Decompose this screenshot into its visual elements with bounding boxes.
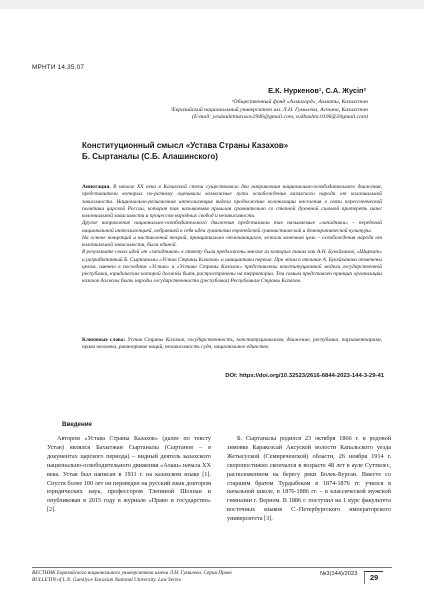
mrnti-code: МРНТИ 14.35.07	[32, 64, 85, 71]
footer-journal	[32, 570, 292, 584]
top-band	[0, 0, 424, 9]
authors: Е.К. Нуркенов¹, С.А. Жусіп²	[268, 86, 366, 95]
abstract-p1-text: В начале XX века в Казахской степи существовало два направления национально-освободительного движения, представители которых по-разному оценивали возможные пути освобождения казахского народа от колониальной зависимости. Национально-религиозная интеллигенция видела продолжение колонизации населения в связи переселенческой политики царской России, которая так называемая пришлая сравнительно со степной духовной сильной притереть шанс колониальной зависимости и процессом народных свобод и независимости.	[82, 184, 382, 219]
keywords	[82, 337, 382, 352]
keywords-label: Ключевые слова:	[82, 337, 126, 343]
keywords-text: Устав Страны Казахов, государственность, конституционализм, движение, республика, парламентаризм, права человека, равноправие наций, независимость суда, национальное единство.	[82, 337, 382, 351]
abstract-p3: На основе концепций и наставлений теорий, принципиально отличающихся, лежали конечная цель – освобождения народа от колониальной зависимости, была единой.	[82, 234, 382, 248]
abstract-p1	[82, 184, 382, 220]
affiliation-1: ¹Общественный фонд «Алмагорд», Алматы, Казахстан	[231, 99, 368, 105]
intro-right-paragraph: Б. Сыртаналы родился 23 октября 1866 г. в родовой зимовке Каракозсай Аксуской волости Капальского уезда Жетысуской (Семиреченской) области, 26 ноября 1914 г. скоропостижно скончался в возрасте 48 лет в ауле Суттилес, расположенном на берегу реки Болек-Бурган. Вместе со старшим братом Турдыбеком в 1874-1876 гг. учился в начальной школе, в 1876-1886 гг. – в классической мужской гимназии г. Верном. В 1886 г. поступил на 1 курс факультета восточных языков С.-Петербургского императорского университета [3].	[227, 435, 391, 523]
article-title	[82, 140, 382, 162]
abstract-p4: В результате своих идей от «западников» к ответу были предложены многие из которых таких как А.Н. Букейханов, «Ширкат» и разработанный Б. Сыртаналы «Устав Страны Казахов» и инициативы первые. При этом в отличие А. Букейханова отмечены целом, именно в последнем «Устав» и «Устава Страны Казахов» представлены конституционной модели государственной республики, юридические которой должны быть распространены на территории. Тем самым представлен принцип организации казахов должны быть народы государственности (республика) Республикам Страны Казахов.	[82, 249, 382, 285]
intro-heading: Введение	[62, 421, 92, 428]
footer-divider	[32, 567, 392, 568]
affiliations	[98, 99, 368, 122]
abstract	[82, 184, 382, 286]
intro-left-paragraph: Автором «Устава Страны Казахов» (далее по тексту Устав) являлся Бахытжан Сыртаналы (Сыртанов – в документах царского периода) – видный деятель казахского национально-освободительного движения «Алаш» начала XX века. Устав был написан в 1911 г. на казахском языке [1]. Спустя более 100 лет он переведен на русский язык доктором юридических наук, профессором Тлепиной Шолпан и опубликован в 2015 году в журнале «Право и государство» [2].	[47, 435, 211, 514]
footer-journal-ru: ВЕСТНИК Евразийского национального университета имени Л.Н. Гумилева. Серия Право	[32, 570, 232, 576]
affiliation-emails: (E-mail: yesdauletnurasov2946@gmail.com, svdbashtn.0106@20gmail.com)	[191, 114, 368, 121]
affiliation-2: ²Евразийский национальный университет им. Л.Н. Гумилева, Астана, Казахстан	[170, 106, 368, 113]
title-line-1: Конституционный смысл «Устава Страны Казахов»	[82, 141, 289, 150]
abstract-label: Аннотация.	[82, 184, 111, 190]
intro-right-column	[227, 435, 391, 524]
footer-journal-en: BULLETIN of L.N. Gumilyov Eurasian National University. Law Series	[32, 577, 181, 584]
intro-left-column	[47, 435, 211, 515]
abstract-p2: Другое направление национально-освободительного движения представляли так называемые «западники» – передовой национальной интеллигенцией, вобравшей в себя идеи гуманизма европейской гуманистической и демократической культуры.	[82, 220, 382, 234]
issue-number: №3(144)/2023	[320, 571, 358, 577]
title-line-2: Б. Сыртаналы (С.Б. Алашинского)	[82, 152, 218, 161]
doi-link[interactable]: DOI: https://doi.org/10.32523/2616-6844-2023-144-3-29-41	[225, 373, 384, 379]
page-number: 29	[364, 571, 383, 584]
